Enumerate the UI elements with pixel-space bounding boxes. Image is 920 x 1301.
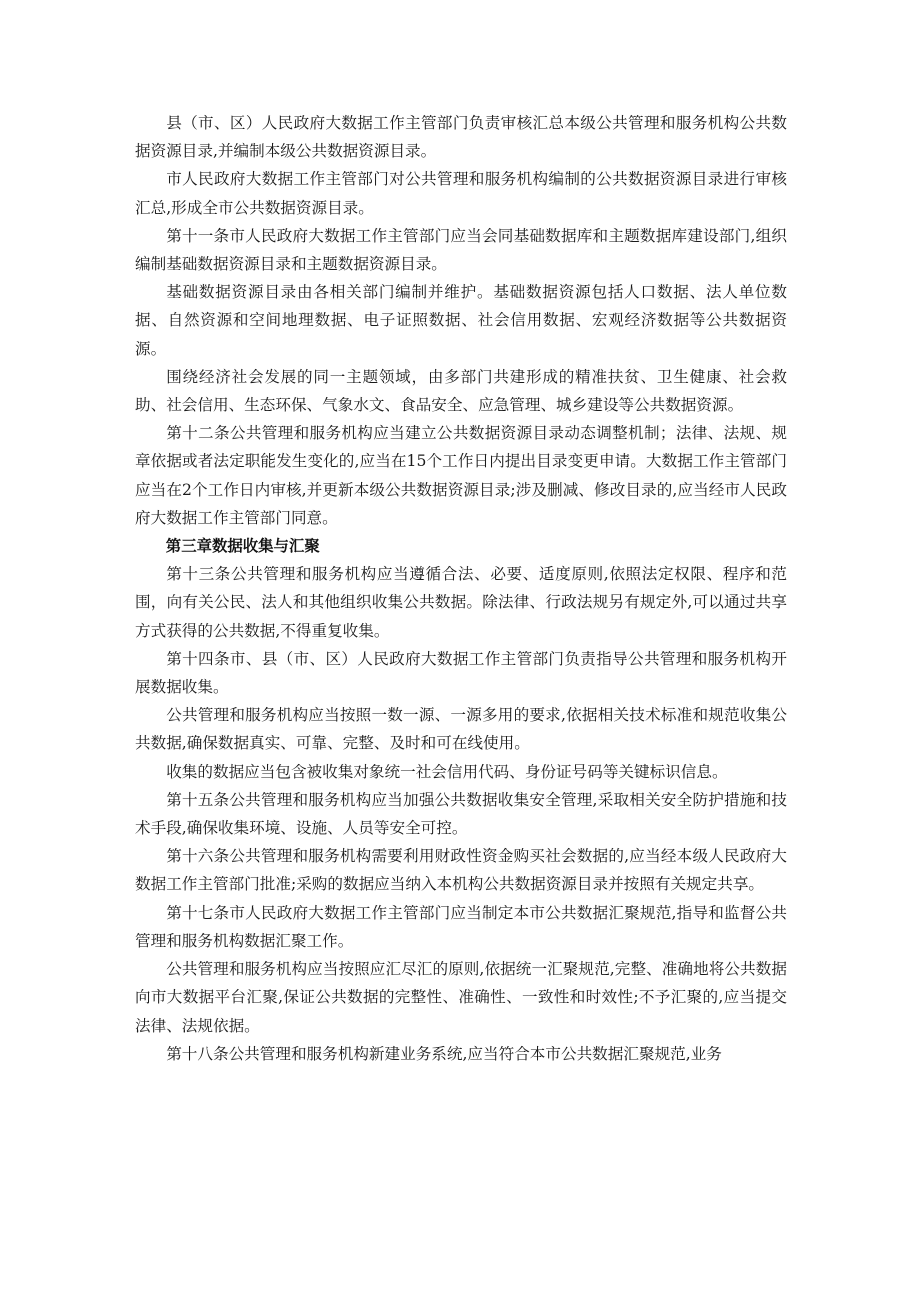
paragraph-basic-data-resources: 基础数据资源目录由各相关部门编制并维护。基础数据资源包括人口数据、法人单位数据、自然资源和空间地理数据、电子证照数据、社会信用数据、宏观经济数据等公共数据资源。 xyxy=(135,283,787,358)
paragraph-article-18: 第十八条公共管理和服务机构新建业务系统,应当符合本市公共数据汇聚规范,业务 xyxy=(166,1044,722,1063)
paragraph-article-13: 第十三条公共管理和服务机构应当遵循合法、必要、适度原则,依照法定权限、程序和范围，向有关公民、法人和其他组织收集公共数据。除法律、行政法规另有规定外,可以通过共享方式获得的公共数据,不得重复收集。 xyxy=(135,565,787,640)
paragraph-article-14: 第十四条市、县（市、区）人民政府大数据工作主管部门负责指导公共管理和服务机构开展数据收集。 xyxy=(135,649,787,697)
paragraph-thematic-data-resources: 围绕经济社会发展的同一主题领域，由多部门共建形成的精准扶贫、卫生健康、社会救助、社会信用、生态环保、气象水文、食品安全、应急管理、城乡建设等公共数据资源。 xyxy=(135,367,787,415)
chapter-heading: 第三章数据收集与汇聚 xyxy=(165,537,320,556)
paragraph-article-17: 第十七条市人民政府大数据工作主管部门应当制定本市公共数据汇聚规范,指导和监督公共管理和服务机构数据汇聚工作。 xyxy=(135,903,787,950)
paragraph-county-catalog: 县（市、区）人民政府大数据工作主管部门负责审核汇总本级公共管理和服务机构公共数据资源目录,并编制本级公共数据资源目录。 xyxy=(135,114,787,161)
paragraph-article-16: 第十六条公共管理和服务机构需要利用财政性资金购买社会数据的,应当经本级人民政府大数据工作主管部门批准;采购的数据应当纳入本机构公共数据资源目录并按照有关规定共享。 xyxy=(135,847,787,894)
document-page xyxy=(135,109,787,1068)
paragraph-key-identifiers: 收集的数据应当包含被收集对象统一社会信用代码、身份证号码等关键标识信息。 xyxy=(166,762,728,781)
paragraph-city-catalog: 市人民政府大数据工作主管部门对公共管理和服务机构编制的公共数据资源目录进行审核汇总,形成全市公共数据资源目录。 xyxy=(135,170,787,217)
paragraph-article-12: 第十二条公共管理和服务机构应当建立公共数据资源目录动态调整机制；法律、法规、规章依据或者法定职能发生变化的,应当在15个工作日内提出目录变更申请。大数据工作主管部门应当在2个工作日内审核,并更新本级公共数据资源目录;涉及删减、修改目录的,应当经市人民政府大数据工作主管部门同意。 xyxy=(135,424,787,527)
paragraph-article-15: 第十五条公共管理和服务机构应当加强公共数据收集安全管理,采取相关安全防护措施和技术手段,确保收集环境、设施、人员等安全可控。 xyxy=(135,790,787,838)
paragraph-aggregation-principle: 公共管理和服务机构应当按照应汇尽汇的原则,依据统一汇聚规范,完整、准确地将公共数据向市大数据平台汇聚,保证公共数据的完整性、准确性、一致性和时效性;不予汇聚的,应当提交法律、法规依据。 xyxy=(135,960,787,1035)
paragraph-article-11: 第十一条市人民政府大数据工作主管部门应当会同基础数据库和主题数据库建设部门,组织编制基础数据资源目录和主题数据资源目录。 xyxy=(135,226,787,274)
paragraph-collection-requirements: 公共管理和服务机构应当按照一数一源、一源多用的要求,依据相关技术标准和规范收集公共数据,确保数据真实、可靠、完整、及时和可在线使用。 xyxy=(135,706,787,753)
